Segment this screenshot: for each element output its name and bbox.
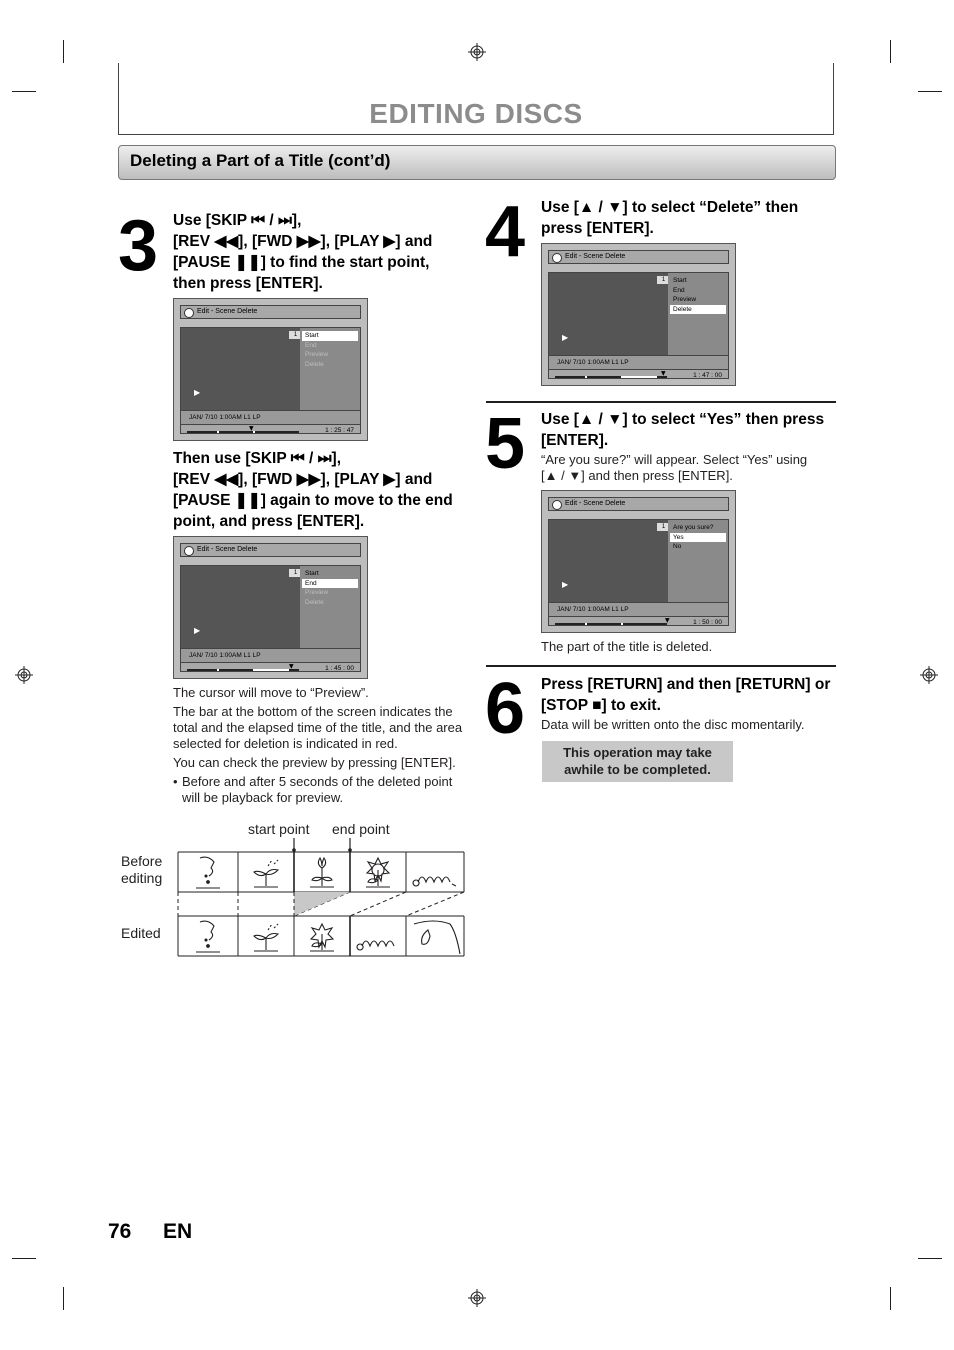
title-number: 1 bbox=[657, 276, 670, 284]
start-point-label: start point bbox=[248, 821, 310, 837]
caterpillar-icon bbox=[413, 877, 456, 886]
edit-diagram bbox=[176, 838, 468, 960]
page-number: 76 bbox=[108, 1220, 132, 1243]
before-editing-label: Before editing bbox=[121, 853, 163, 886]
step-number: 5 bbox=[485, 404, 526, 484]
frame-drawings-before bbox=[196, 857, 456, 888]
osd-info: JAN/ 7/10 1:00AM L1 LP bbox=[181, 410, 360, 424]
osd-title-bar: Edit - Scene Delete bbox=[548, 250, 729, 264]
menu-item-start[interactable]: Start bbox=[302, 331, 358, 341]
menu-item-start[interactable]: Start bbox=[305, 570, 319, 577]
osd-info: JAN/ 7/10 1:00AM L1 LP bbox=[181, 648, 360, 662]
video-area bbox=[549, 273, 668, 355]
step5-heading: Use [▲ / ▼] to select “Yes” then press [ENTER]. bbox=[541, 411, 825, 449]
confirm-dialog bbox=[668, 520, 728, 602]
time-readout: 1 : 47 : 00 bbox=[693, 372, 722, 379]
play-icon: ▶ bbox=[562, 580, 569, 589]
disc-icon bbox=[184, 308, 194, 318]
position-marker-icon: ▼ bbox=[249, 425, 254, 432]
step-number: 3 bbox=[118, 206, 159, 286]
note-text: The cursor will move to “Preview”. bbox=[173, 685, 369, 700]
step3-heading-2 bbox=[173, 448, 473, 532]
crop-mark bbox=[890, 1287, 891, 1310]
step4-heading: Use [▲ / ▼] to select “Delete” then press [ENTER]. bbox=[541, 199, 799, 237]
osd-title-bar: Edit - Scene Delete bbox=[180, 305, 361, 319]
play-icon: ▶ bbox=[194, 626, 201, 635]
video-area bbox=[181, 566, 300, 648]
heading-line: then press [ENTER]. bbox=[173, 275, 323, 292]
crop-mark bbox=[63, 1287, 64, 1310]
registration-mark-icon bbox=[468, 43, 486, 61]
step6-heading: Press [RETURN] and then [RETURN] or [STOP ■] to exit. bbox=[541, 676, 831, 714]
play-icon: ▶ bbox=[194, 388, 201, 397]
osd-info: JAN/ 7/10 1:00AM L1 LP bbox=[549, 602, 728, 616]
page-title: EDITING DISCS bbox=[369, 98, 583, 129]
note-text: You can check the preview by pressing [ENTER]. bbox=[173, 755, 456, 770]
registration-mark-icon bbox=[468, 1289, 486, 1307]
time-readout: 1 : 45 : 00 bbox=[325, 665, 354, 672]
note-text: The bar at the bottom of the screen indicates the total and the elapsed time of the title, and the area selected for deletion is indicated in red. bbox=[173, 704, 463, 751]
heading-line: point, and press [ENTER]. bbox=[173, 513, 365, 530]
menu-item-delete[interactable]: Delete bbox=[305, 598, 324, 606]
osd-title-bar: Edit - Scene Delete bbox=[548, 497, 729, 511]
frame-drawings-edited bbox=[196, 921, 460, 954]
hand-icon bbox=[200, 857, 214, 876]
sprout-icon bbox=[254, 934, 278, 951]
confirm-no[interactable]: No bbox=[673, 543, 682, 550]
menu-item-end[interactable]: End bbox=[673, 286, 685, 294]
bullet-text: Before and after 5 seconds of the deleted point will be playback for preview. bbox=[182, 774, 453, 805]
video-area bbox=[181, 328, 300, 410]
title-number: 1 bbox=[657, 523, 670, 531]
bud-icon bbox=[312, 858, 332, 886]
bullet-item: • Before and after 5 seconds of the deleted point will be playback for preview. bbox=[173, 774, 453, 805]
play-icon: ▶ bbox=[562, 333, 569, 342]
step-divider bbox=[486, 401, 836, 403]
osd-info: JAN/ 7/10 1:00AM L1 LP bbox=[549, 355, 728, 369]
title-number: 1 bbox=[289, 569, 302, 577]
progress-bar bbox=[181, 424, 360, 433]
disc-icon bbox=[552, 500, 562, 510]
osd-menu bbox=[668, 273, 728, 355]
crop-mark bbox=[918, 1258, 942, 1259]
confirm-yes[interactable]: Yes bbox=[670, 533, 726, 543]
hand-icon bbox=[200, 921, 214, 940]
title-number: 1 bbox=[289, 331, 302, 339]
menu-item-delete[interactable]: Delete bbox=[670, 305, 726, 315]
menu-item-preview[interactable]: Preview bbox=[305, 351, 329, 358]
before-row bbox=[178, 852, 464, 892]
crop-mark bbox=[890, 40, 891, 63]
end-point-label: end point bbox=[332, 821, 390, 837]
crop-mark bbox=[12, 1258, 36, 1259]
progress-bar bbox=[549, 616, 728, 625]
step-number: 6 bbox=[485, 669, 526, 749]
flower-icon bbox=[311, 924, 333, 950]
position-marker-icon: ▼ bbox=[289, 663, 294, 670]
menu-item-preview[interactable]: Preview bbox=[305, 589, 329, 596]
osd-menu bbox=[300, 328, 360, 410]
step5-body: “Are you sure?” will appear. Select “Yes” using [▲ / ▼] and then press [ENTER]. bbox=[541, 452, 808, 483]
osd-inner bbox=[180, 565, 361, 672]
osd-title-bar: Edit - Scene Delete bbox=[180, 543, 361, 557]
step-number: 4 bbox=[485, 192, 526, 272]
osd-inner bbox=[180, 327, 361, 434]
menu-item-end[interactable]: End bbox=[305, 341, 317, 349]
cocoon-icon bbox=[414, 921, 460, 954]
step3-heading bbox=[173, 210, 473, 294]
disc-icon bbox=[184, 546, 194, 556]
position-marker-icon: ▼ bbox=[661, 370, 666, 377]
disc-icon bbox=[552, 253, 562, 263]
page-language: EN bbox=[163, 1220, 193, 1243]
step5-after: The part of the title is deleted. bbox=[541, 639, 713, 654]
crop-mark bbox=[918, 91, 942, 92]
position-marker-icon: ▼ bbox=[665, 617, 670, 624]
video-area bbox=[549, 520, 668, 602]
edited-label: Edited bbox=[121, 925, 161, 941]
crop-mark bbox=[63, 40, 64, 63]
osd-menu bbox=[300, 566, 360, 648]
note-box: This operation may take awhile to be completed. bbox=[542, 741, 733, 782]
step6-body: Data will be written onto the disc momentarily. bbox=[541, 717, 805, 732]
heading-line: [PAUSE ❚❚] to find the start point, bbox=[173, 254, 430, 271]
osd-inner bbox=[548, 272, 729, 379]
flower-icon bbox=[367, 858, 389, 886]
sprout-icon bbox=[254, 870, 278, 887]
menu-item-delete[interactable]: Delete bbox=[305, 360, 324, 368]
progress-bar bbox=[181, 662, 360, 671]
osd-screen-confirm bbox=[541, 490, 736, 633]
section-title: Deleting a Part of a Title (cont’d) bbox=[130, 151, 391, 170]
registration-mark-icon bbox=[15, 666, 33, 684]
osd-screen-end bbox=[173, 536, 368, 679]
menu-item-preview[interactable]: Preview bbox=[673, 296, 697, 303]
confirm-prompt: Are you sure? bbox=[673, 524, 714, 531]
step-divider bbox=[486, 665, 836, 667]
osd-screen-delete bbox=[541, 243, 736, 386]
menu-item-end[interactable]: End bbox=[302, 579, 358, 589]
osd-screen-start bbox=[173, 298, 368, 441]
heading-line: [REV ◀◀], [FWD ▶▶], [PLAY ▶] and bbox=[173, 233, 433, 250]
caterpillar-icon bbox=[357, 941, 394, 950]
heading-line: Then use [SKIP ⏮ / ⏭], bbox=[173, 450, 341, 467]
heading-line: Use [SKIP ⏮ / ⏭], bbox=[173, 212, 302, 229]
crop-mark bbox=[12, 91, 36, 92]
osd-inner bbox=[548, 519, 729, 626]
progress-bar bbox=[549, 369, 728, 378]
time-readout: 1 : 50 : 00 bbox=[693, 619, 722, 626]
heading-line: [REV ◀◀], [FWD ▶▶], [PLAY ▶] and bbox=[173, 471, 433, 488]
heading-line: [PAUSE ❚❚] again to move to the end bbox=[173, 492, 453, 509]
menu-item-start[interactable]: Start bbox=[673, 277, 687, 284]
step3-notes bbox=[173, 685, 473, 806]
time-readout: 1 : 25 : 47 bbox=[325, 427, 354, 434]
registration-mark-icon bbox=[920, 666, 938, 684]
